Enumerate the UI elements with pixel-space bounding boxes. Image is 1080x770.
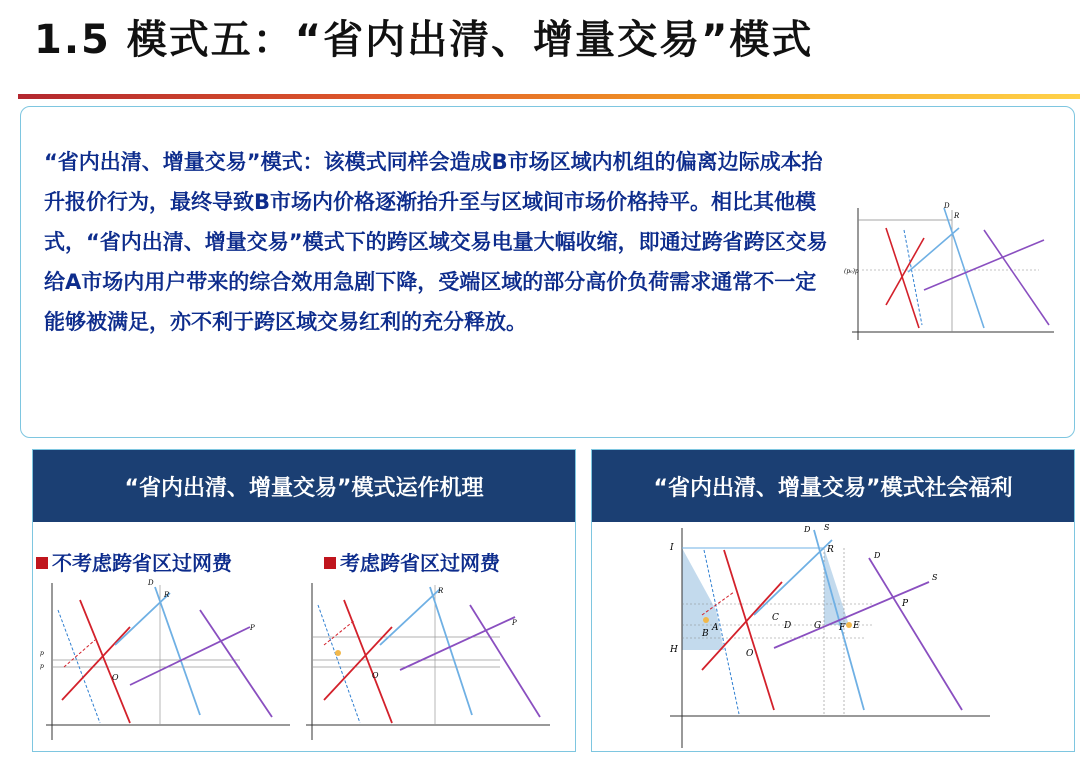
svg-text:R: R [164,591,170,599]
svg-text:D: D [944,202,950,210]
svg-text:S: S [932,573,938,582]
diag-c-H: H [670,645,678,655]
intro-diagram [844,200,1059,350]
svg-text:D: D [148,579,154,587]
panel-mechanism-title: “省内出清、增量交易”模式运作机理 [33,450,575,522]
svg-text:p: p [40,650,44,657]
page-title: 1.5 模式五：“省内出清、增量交易”模式 [34,17,814,63]
diag-c-A: A [712,623,719,633]
diag-c-C: C [772,613,779,623]
subtitle-no-fee-label: 不考虑跨省区过网费 [52,551,232,575]
subtitle-with-fee [324,547,500,576]
svg-text:S: S [824,523,830,532]
panel-welfare-title: “省内出清、增量交易”模式社会福利 [592,450,1074,522]
svg-text:P: P [512,619,517,627]
svg-text:O: O [372,671,379,680]
diag-c-P: P [902,599,909,609]
svg-text:D: D [804,525,811,534]
diag-c-I: I [670,543,674,553]
svg-text:(p₀)p: (p₀)p [844,268,859,275]
intro-paragraph: “省内出清、增量交易”模式：该模式同样会造成B市场区域内机组的偏离边际成本抬升报价行为，最终导致B市场内价格逐渐抬升至与区域间市场价格持平。相比其他模式，“省内出清、增量交易”模式下的跨区域交易电量大幅收缩，即通过跨省跨区交易给A市场内用户带来的综合效用急剧下降，受端区域的部分高价负荷需求通常不一定能够被满足，亦不利于跨区域交易红利的充分释放。 [44,150,828,334]
diagram-no-fee [40,575,292,745]
subtitle-no-fee [36,547,232,576]
svg-text:R: R [438,587,444,595]
red-square-bullet [324,557,336,569]
subtitle-with-fee-label: 考虑跨省区过网费 [340,551,500,575]
diag-c-R: R [827,545,834,555]
diag-c-D: D [784,621,792,631]
diag-c-B: B [702,629,709,639]
diag-c-E: E [853,621,860,631]
title-underline [18,94,1080,99]
diag-c-F: F [839,623,846,633]
diag-c-G: G [814,621,822,631]
diag-a-O: O [112,673,119,682]
diagram-with-fee [300,575,552,745]
diagram-welfare [664,520,994,750]
svg-text:p: p [40,663,44,670]
svg-text:D: D [874,551,881,560]
diag-a-P: P [250,624,255,632]
diag-c-O: O [746,649,754,659]
red-square-bullet [36,557,48,569]
diag-label-R: R [954,212,960,220]
